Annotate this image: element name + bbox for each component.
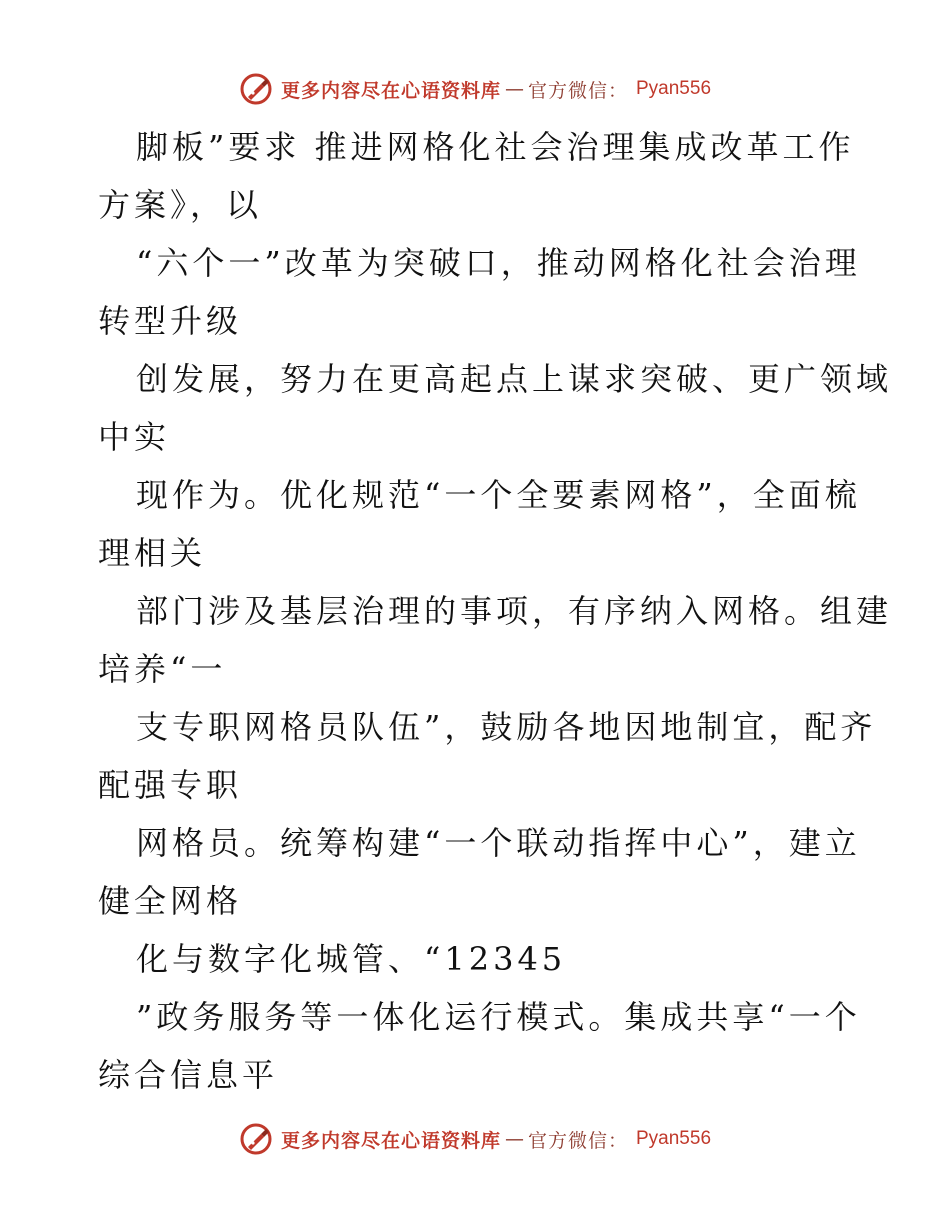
body-line: 化与数字化城管、“12345: [136, 940, 567, 978]
body-line: “六个一”改革为突破口，推动网格化社会治理: [136, 244, 861, 282]
banner-brand-text: 更多内容尽在心语资料库: [280, 1129, 501, 1152]
banner-wechat-label: 官方微信：: [527, 1129, 628, 1152]
body-line: 支专职网格员队伍”，鼓励各地因地制宜，配齐: [136, 708, 877, 746]
body-line: 现作为。优化规范“一个全要素网格”，全面梳: [136, 476, 861, 514]
body-line: 方案》，以: [98, 186, 263, 224]
body-line: 理相关: [98, 534, 207, 572]
banner-wechat-label: 官方微信：: [527, 79, 628, 102]
body-line: 健全网格: [98, 882, 243, 920]
banner-wechat-account: Pyan556: [636, 78, 712, 99]
body-line: 转型升级: [98, 302, 243, 340]
body-line: 创发展，努力在更高起点上谋求突破、更广领域: [136, 360, 893, 398]
fountain-pen-logo-icon: [239, 1122, 273, 1156]
footer-banner: [0, 1122, 950, 1156]
fountain-pen-logo-icon: [239, 72, 273, 106]
body-line: 部门涉及基层治理的事项，有序纳入网格。组建: [136, 592, 893, 630]
document-body: [98, 118, 893, 1104]
banner-brand-text: 更多内容尽在心语资料库: [280, 79, 501, 102]
body-line: 综合信息平: [98, 1056, 279, 1094]
header-banner: [0, 72, 950, 106]
banner-separator: —: [504, 78, 524, 100]
body-line: 脚板”要求 推进网格化社会治理集成改革工作: [136, 128, 855, 166]
banner-wechat-account: Pyan556: [636, 1128, 712, 1149]
body-line: 配强专职: [98, 766, 243, 804]
body-line: ”政务服务等一体化运行模式。集成共享“一个: [136, 998, 861, 1036]
body-line: 网格员。统筹构建“一个联动指挥中心”，建立: [136, 824, 861, 862]
banner-separator: —: [504, 1128, 524, 1150]
body-line: 中实: [98, 418, 171, 456]
body-line: 培养“一: [98, 650, 227, 688]
